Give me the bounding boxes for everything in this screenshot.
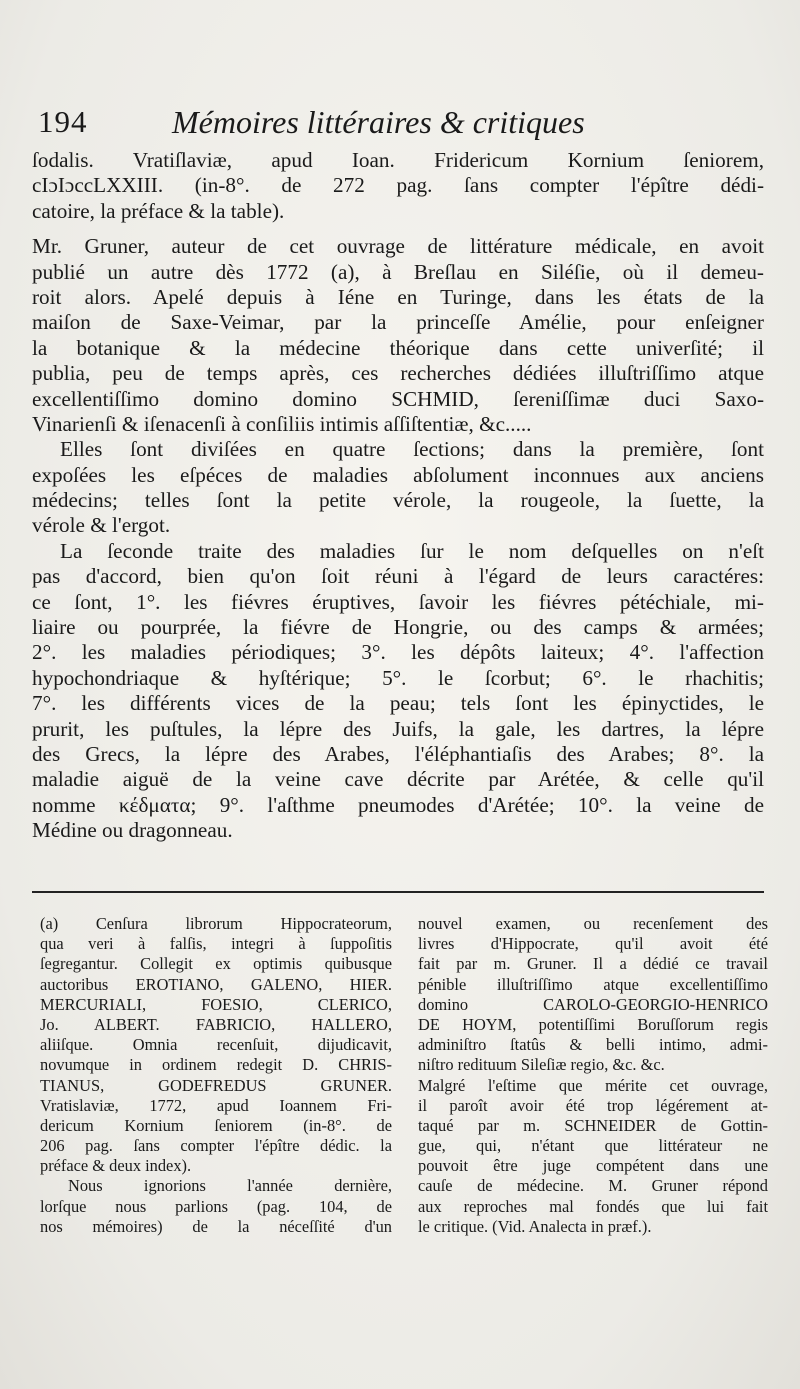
text-line: La ſeconde traite des maladies ſur le nom deſquelles on n'eſt [60, 538, 764, 563]
text-line: la botanique & la médecine théorique dans cette univerſité; il [32, 335, 764, 360]
text-line: publia, peu de temps après, ces recherches dédiées illuſtriſſimo atque [32, 361, 764, 386]
text-line: publié un autre dès 1772 (a), à Breſlau en Siléſie, où il demeu- [32, 259, 764, 284]
footnote-line: DE HOYM, potentiſſimi Boruſſorum regis [418, 1014, 768, 1034]
footnote-rule [32, 891, 764, 893]
text-line: maiſon de Saxe-Veimar, par la princeſſe Amélie, pour enſeigner [32, 310, 764, 335]
text-line: Médine ou dragonneau. [32, 818, 233, 843]
text-line: ſodalis. Vratiſlaviæ, apud Ioan. Fridericum Kornium ſeniorem, [32, 148, 764, 172]
text-line: des Grecs, la lépre des Arabes, l'éléphantiaſis des Arabes; 8°. la [32, 741, 764, 766]
footnote-line: Vratislaviæ, 1772, apud Ioannem Fri- [40, 1095, 392, 1115]
footnote-line: il paroît avoir été trop légérement at- [418, 1095, 768, 1115]
text-line: nomme κέδματα; 9°. l'aſthme pneumodes d'Arétée; 10°. la veine de [32, 792, 764, 817]
main-text [32, 148, 764, 844]
page-header [32, 104, 772, 148]
footnote-line: Jo. ALBERT. FABRICIO, HALLERO, [40, 1014, 392, 1034]
text-line: 7°. les différents vices de la peau; tels ſont les épinyctides, le [32, 691, 764, 716]
footnote-line: pouvoit être juge compétent dans une [418, 1156, 768, 1176]
text-line: 2°. les maladies périodiques; 3°. les dépôts laiteux; 4°. l'affection [32, 640, 764, 665]
footnote-line: dericum Kornium ſeniorem (in-8°. de [40, 1115, 392, 1135]
footnote-line: auctoribus EROTIANO, GALENO, HIER. [40, 974, 392, 994]
text-line: ce ſont, 1°. les fiévres éruptives, ſavoir les fiévres pétéchiale, mi- [32, 589, 764, 614]
footnote-line: préface & deux index). [40, 1156, 192, 1176]
footnote-line: nos mémoires) de la néceſſité d'un [40, 1216, 392, 1236]
text-line: pas d'accord, bien qu'on ſoit réuni à l'égard de leurs caractéres: [32, 564, 764, 589]
footnote-line: novumque in ordinem redegit D. CHRIS- [40, 1055, 392, 1075]
text-line: médecins; telles ſont la petite vérole, la rougeole, la ſuette, la [32, 488, 764, 513]
footnote-line: Malgré l'eſtime que mérite cet ouvrage, [418, 1075, 768, 1095]
footnote-line: niſtro redituum Sileſiæ regio, &c. &c. [418, 1055, 665, 1075]
footnote-line: MERCURIALI, FOESIO, CLERICO, [40, 994, 392, 1014]
text-line: hypochondriaque & hyſtérique; 5°. le ſcorbut; 6°. le rhachitis; [32, 665, 764, 690]
footnote-line: 206 pag. ſans compter l'épître dédic. la [40, 1136, 392, 1156]
footnote-line: lorſque nous parlions (pag. 104, de [40, 1196, 392, 1216]
text-line: maladie aiguë de la veine cave décrite par Arétée, & celle qu'il [32, 767, 764, 792]
footnote-line: domino CAROLO-GEORGIO-HENRICO [418, 994, 768, 1014]
text-line: prurit, les puſtules, la lépre des Juifs, la gale, les dartres, la lépre [32, 716, 764, 741]
footnote-line: fait par m. Gruner. Il a dédié ce travail [418, 954, 768, 974]
footnote-line: (a) Cenſura librorum Hippocrateorum, [40, 914, 392, 933]
footnote-line: TIANUS, GODEFREDUS GRUNER. [40, 1075, 392, 1095]
footnote-line: gue, qui, n'étant que littérateur ne [418, 1136, 768, 1156]
footnote-line: livres d'Hippocrate, qu'il avoit été [418, 934, 768, 954]
footnote-line: nouvel examen, ou recenſement des [418, 914, 768, 933]
footnote-line: ſegregantur. Collegit ex optimis quibusque [40, 954, 392, 974]
text-line: Vinarienſi & iſenacenſi à conſiliis intimis aſſiſtentiæ, &c..... [32, 411, 532, 436]
footnote-line: aliiſque. Omnia recenſuit, dijudicavit, [40, 1035, 392, 1055]
text-line: liaire ou pourprée, la fiévre de Hongrie, ou des camps & armées; [32, 615, 764, 640]
page-number: 194 [38, 104, 88, 139]
text-line: vérole & l'ergot. [32, 513, 171, 538]
footnote-column-left [40, 914, 392, 1237]
text-line: Elles ſont diviſées en quatre ſections; dans la première, ſont [60, 437, 764, 462]
footnote-line: taqué par m. SCHNEIDER de Gottin- [418, 1115, 768, 1135]
footnote-line: aux reproches mal fondés que lui fait [418, 1196, 768, 1216]
footnote-line: le critique. (Vid. Analecta in præf.). [418, 1216, 652, 1236]
text-line: expoſées les eſpéces de maladies abſolument inconnues aux anciens [32, 462, 764, 487]
footnote-line: pénible illuſtriſſimo atque excellentiſſimo [418, 974, 768, 994]
footnote-line: cauſe de médecine. M. Gruner répond [418, 1176, 768, 1196]
footnote-column-right [418, 914, 768, 1237]
footnote-line: Nous ignorions l'année dernière, [68, 1176, 392, 1196]
text-line: excellentiſſimo domino domino SCHMID, ſereniſſimæ duci Saxo- [32, 386, 764, 411]
text-line: catoire, la préface & la table). [32, 198, 285, 223]
text-line: cIɔIɔccLXXIII. (in-8°. de 272 pag. ſans compter l'épître dédi- [32, 173, 764, 198]
text-line: Mr. Gruner, auteur de cet ouvrage de littérature médicale, en avoit [32, 234, 764, 259]
running-head: Mémoires littéraires & critiques [172, 104, 585, 140]
text-line: roit alors. Apelé depuis à Iéne en Turinge, dans les états de la [32, 284, 764, 309]
footnote-line: qua veri à falſis, integri à ſuppoſitis [40, 934, 392, 954]
footnote-line: adminiſtro ſtatûs & belli intimo, admi- [418, 1035, 768, 1055]
